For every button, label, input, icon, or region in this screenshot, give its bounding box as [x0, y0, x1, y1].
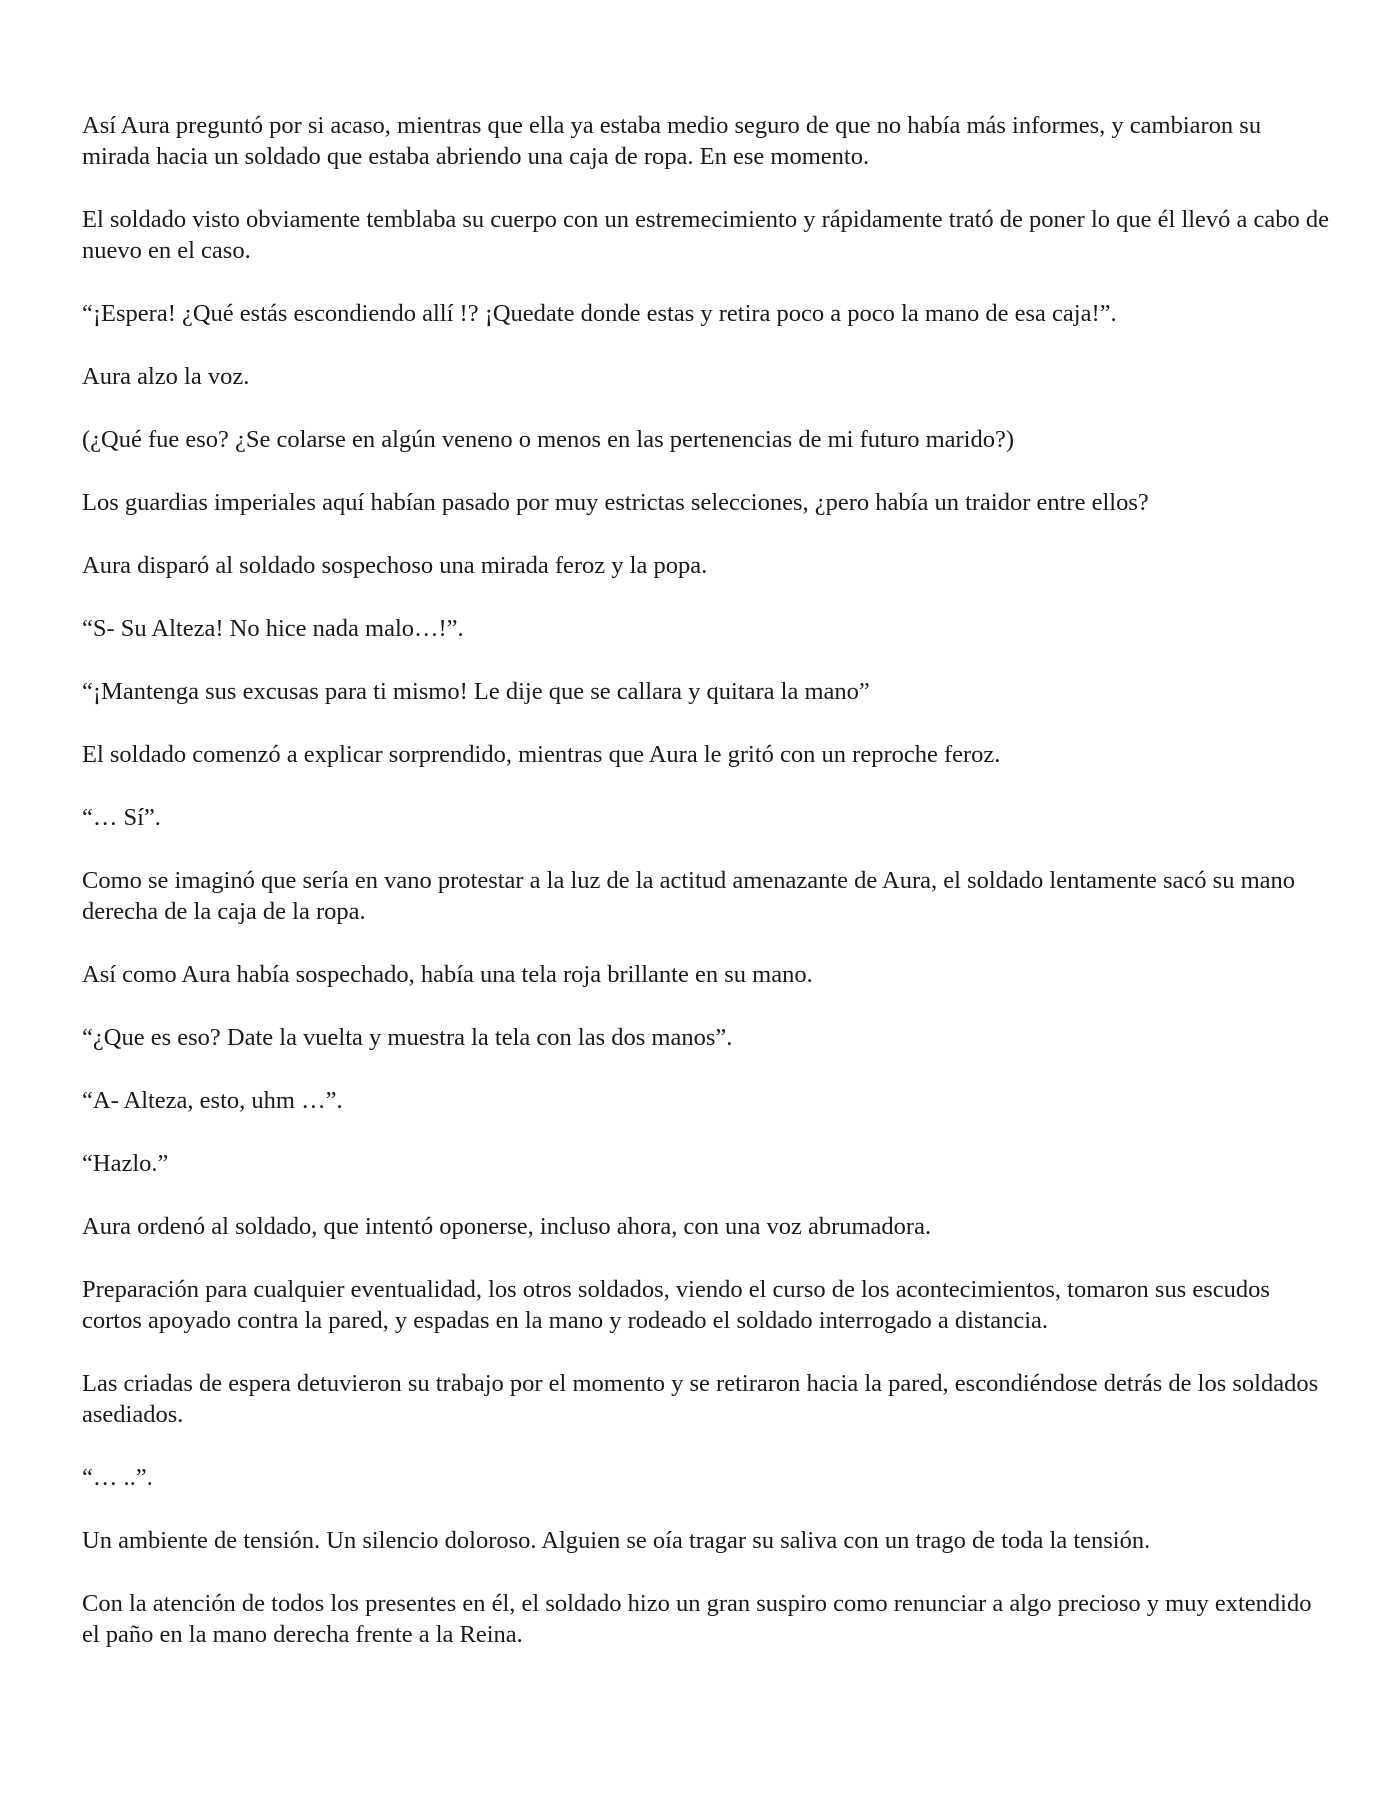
paragraph-11: “… Sí”. — [82, 804, 161, 831]
document-page — [82, 110, 1332, 1682]
paragraph-1: Así Aura preguntó por si acaso, mientras que ella ya estaba medio seguro de que no había más informes, y cambiaron su mirada hacia un soldado que estaba abriendo una caja de ropa. En ese momento. — [82, 112, 1262, 170]
paragraph-14: “¿Que es eso? Date la vuelta y muestra la tela con las dos manos”. — [82, 1024, 733, 1051]
paragraph-6: Los guardias imperiales aquí habían pasado por muy estrictas selecciones, ¿pero había un traidor entre ellos? — [82, 489, 1149, 516]
paragraph-15: “A- Alteza, esto, uhm …”. — [82, 1087, 343, 1114]
paragraph-17: Aura ordenó al soldado, que intentó oponerse, incluso ahora, con una voz abrumadora. — [82, 1213, 932, 1240]
paragraph-20: “… ..”. — [82, 1464, 153, 1491]
paragraph-16: “Hazlo.” — [82, 1150, 169, 1177]
paragraph-12: Como se imaginó que sería en vano protestar a la luz de la actitud amenazante de Aura, el soldado lentamente sacó su mano derecha de la caja de la ropa. — [82, 867, 1296, 925]
paragraph-19: Las criadas de espera detuvieron su trabajo por el momento y se retiraron hacia la pared, escondiéndose detrás de los soldados asediados. — [82, 1370, 1319, 1428]
paragraph-4: Aura alzo la voz. — [82, 363, 250, 390]
paragraph-5: (¿Qué fue eso? ¿Se colarse en algún veneno o menos en las pertenencias de mi futuro marido?) — [82, 426, 1014, 453]
paragraph-8: “S- Su Alteza! No hice nada malo…!”. — [82, 615, 464, 642]
paragraph-22: Con la atención de todos los presentes en él, el soldado hizo un gran suspiro como renunciar a algo precioso y muy extendido el paño en la mano derecha frente a la Reina. — [82, 1590, 1312, 1648]
paragraph-21: Un ambiente de tensión. Un silencio doloroso. Alguien se oía tragar su saliva con un trago de toda la tensión. — [82, 1527, 1151, 1554]
paragraph-9: “¡Mantenga sus excusas para ti mismo! Le dije que se callara y quitara la mano” — [82, 678, 870, 705]
paragraph-18: Preparación para cualquier eventualidad, los otros soldados, viendo el curso de los acontecimientos, tomaron sus escudos cortos apoyado contra la pared, y espadas en la mano y rodeado el soldado interrogado a distancia. — [82, 1276, 1270, 1334]
paragraph-2: El soldado visto obviamente temblaba su cuerpo con un estremecimiento y rápidamente trató de poner lo que él llevó a cabo de nuevo en el caso. — [82, 206, 1330, 264]
paragraph-13: Así como Aura había sospechado, había una tela roja brillante en su mano. — [82, 961, 813, 988]
paragraph-3: “¡Espera! ¿Qué estás escondiendo allí !? ¡Quedate donde estas y retira poco a poco la mano de esa caja!”. — [82, 300, 1117, 327]
paragraph-10: El soldado comenzó a explicar sorprendido, mientras que Aura le gritó con un reproche feroz. — [82, 741, 1001, 768]
paragraph-7: Aura disparó al soldado sospechoso una mirada feroz y la popa. — [82, 552, 708, 579]
